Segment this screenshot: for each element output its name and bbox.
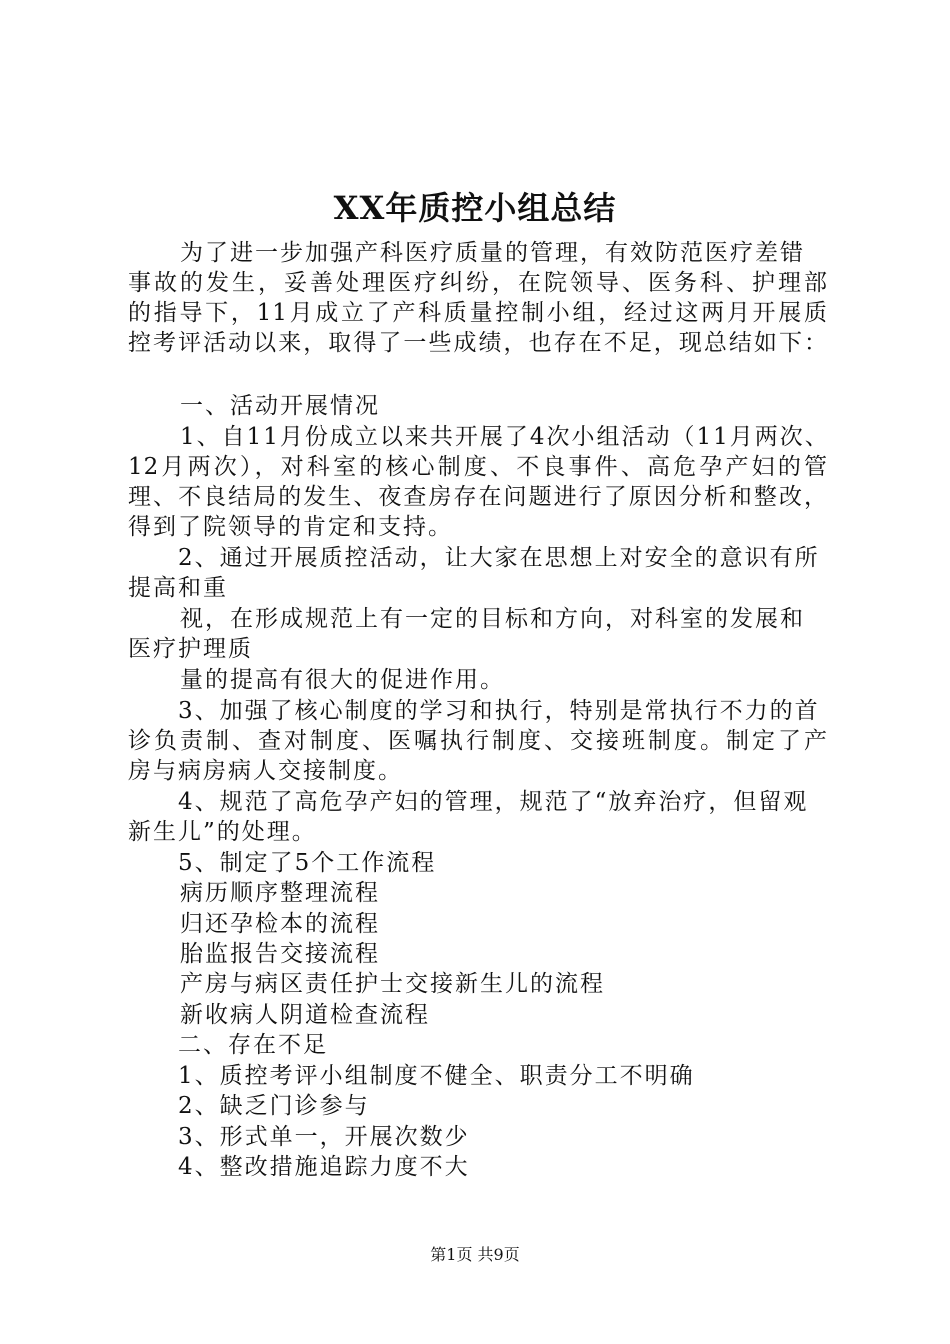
item1-line-3: 理、不良结局的发生、夜查房存在问题进行了原因分析和整改，: [128, 484, 828, 510]
item2-line-1: 2、通过开展质控活动，让大家在思想上对安全的意识有所: [178, 545, 820, 571]
intro-line-3: 的指导下，11月成立了产科质量控制小组，经过这两月开展质: [128, 300, 828, 326]
section1-heading: 一、活动开展情况: [180, 393, 380, 419]
process-item: 归还孕检本的流程: [180, 911, 380, 937]
section2-heading: 二、存在不足: [178, 1032, 328, 1058]
shortcoming-item: 4、整改措施追踪力度不大: [178, 1154, 470, 1180]
process-item: 产房与病区责任护士交接新生儿的流程: [180, 971, 605, 997]
item4-line-1: 4、规范了高危孕产妇的管理，规范了“放弃治疗，但留观: [178, 789, 809, 815]
item1-line-1: 1、自11月份成立以来共开展了4次小组活动（11月两次、: [180, 424, 830, 450]
item1-line-4: 得到了院领导的肯定和支持。: [128, 514, 453, 540]
item1-line-2: 12月两次），对科室的核心制度、不良事件、高危孕产妇的管: [128, 454, 828, 480]
intro-line-1: 为了进一步加强产科医疗质量的管理，有效防范医疗差错: [180, 240, 805, 266]
process-item: 胎监报告交接流程: [180, 941, 380, 967]
process-item: 新收病人阴道检查流程: [180, 1002, 430, 1028]
intro-line-4: 控考评活动以来，取得了一些成绩，也存在不足，现总结如下：: [128, 330, 828, 356]
document-title: XX年质控小组总结: [333, 189, 617, 227]
shortcoming-item: 1、质控考评小组制度不健全、职责分工不明确: [178, 1063, 695, 1089]
intro-line-2: 事故的发生，妥善处理医疗纠纷，在院领导、医务科、护理部: [128, 270, 828, 296]
item2-line-3: 视，在形成规范上有一定的目标和方向，对科室的发展和: [180, 606, 805, 632]
process-item: 病历顺序整理流程: [180, 880, 380, 906]
item2-line-4: 医疗护理质: [128, 636, 253, 662]
item2-line-5: 量的提高有很大的促进作用。: [180, 667, 505, 693]
item5-heading: 5、制定了5个工作流程: [178, 850, 437, 876]
item3-line-3: 房与病房病人交接制度。: [128, 758, 403, 784]
page-footer: 第1页 共9页: [430, 1245, 520, 1264]
shortcoming-item: 2、缺乏门诊参与: [178, 1093, 370, 1119]
item2-line-2: 提高和重: [128, 575, 228, 601]
item3-line-1: 3、加强了核心制度的学习和执行，特别是常执行不力的首: [178, 698, 820, 724]
item3-line-2: 诊负责制、查对制度、医嘱执行制度、交接班制度。制定了产: [128, 728, 828, 754]
shortcoming-item: 3、形式单一，开展次数少: [178, 1124, 470, 1150]
item4-line-2: 新生儿”的处理。: [128, 819, 317, 845]
